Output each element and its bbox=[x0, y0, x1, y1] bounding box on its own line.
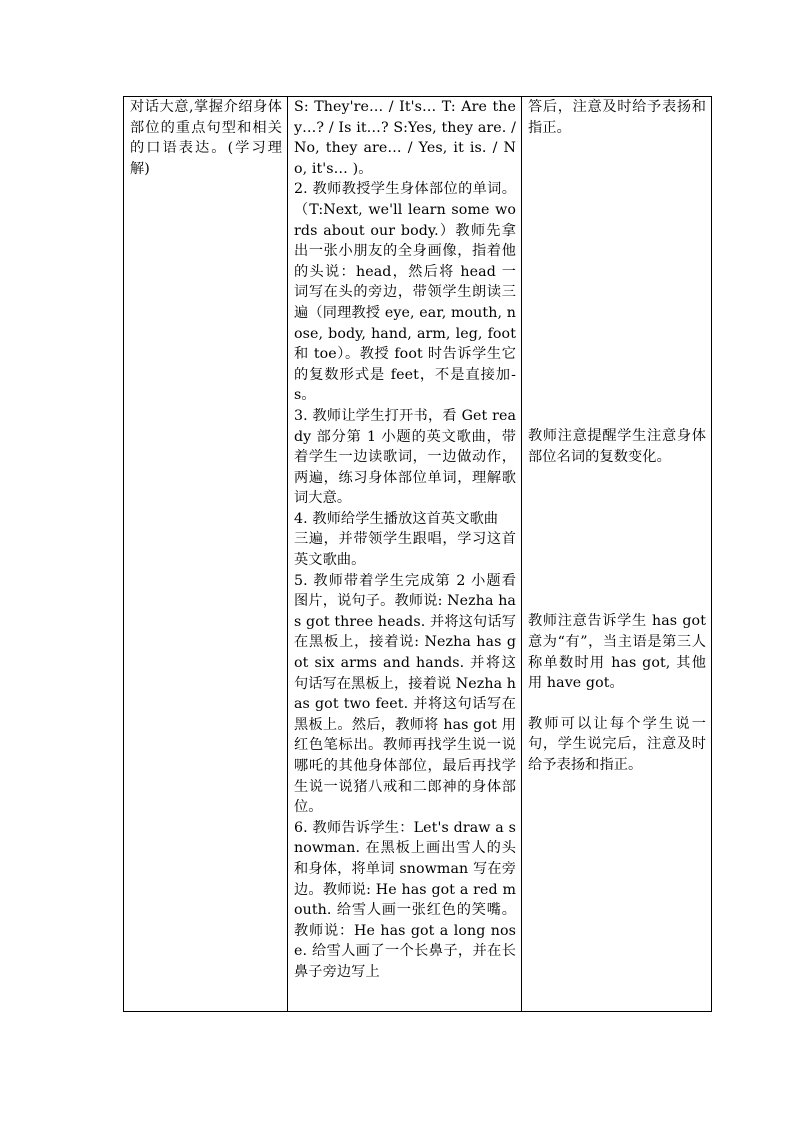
note-text: 教师注意提醒学生注意身体部位名词的复数变化。 bbox=[528, 428, 706, 465]
spacer bbox=[528, 138, 706, 426]
note-text: 教师注意告诉学生 has got 意为“有”，当主语是第三人称单数时用 has got, 其他用 have got。 bbox=[528, 613, 706, 692]
notes-cell bbox=[522, 97, 712, 1012]
table-row bbox=[124, 97, 712, 1012]
objective-text: 对话大意,掌握介绍身体部位的重点句型和相关的口语表达。(学习理解) bbox=[130, 99, 282, 177]
activity-cell bbox=[288, 97, 522, 1012]
activity-paragraph: S: They're… / It's… T: Are they…? / Is it…? S:Yes, they are. / No, they are… / Yes, it is. / No, it's… )。 bbox=[294, 99, 516, 177]
activity-paragraph: 三遍，并带领学生跟唱，学习这首英文歌曲。 bbox=[294, 531, 516, 569]
activity-paragraph: 5. 教师带着学生完成第 2 小题看图片，说句子。教师说: Nezha has got three heads. 并将这句话写在黑板上，接着说: Nezha has got six arms and hands. 并将这句话写在黑板上，接着说 Nezha has got two feet. 并将这句话写在黑板上。然后，教师将 has got 用红色笔标出。教师再找学生说一说哪吒的其他身体部位，最后再找学生说一说猪八戒和二郎神的身体部位。 bbox=[294, 572, 517, 816]
spacer bbox=[528, 694, 706, 714]
activity-paragraph: 4. 教师给学生播放这首英文歌曲 bbox=[294, 510, 499, 527]
activity-paragraph: 3. 教师让学生打开书，看 Get ready 部分第 1 小题的英文歌曲，带着学生一边读歌词，一边做动作，两遍，练习身体部位单词，理解歌词大意。 bbox=[294, 407, 516, 507]
spacer bbox=[528, 467, 706, 611]
objective-cell bbox=[124, 97, 288, 1012]
activity-paragraph: 6. 教师告诉学生：Let's draw a snowman. 在黑板上画出雪人的头和身体，将单词 snowman 写在旁边。教师说: He has got a red mouth. 给雪人画一张红色的笑嘴。教师说：He has got a long nose. 给雪人画了一个长鼻子，并在长鼻子旁边写上 bbox=[294, 819, 516, 980]
note-text: 教师可以让每个学生说一句，学生说完后，注意及时给予表扬和指正。 bbox=[528, 715, 706, 773]
activity-paragraph: 2. 教师教授学生身体部位的单词。（T:Next, we'll learn some words about our body.）教师先拿出一张小朋友的全身画像，指着他的头说：head，然后将 head 一词写在头的旁边，带领学生朗读三遍（同理教授 eye, ear, mouth, nose, body, hand, arm, leg, foot 和 toe）。教授 foot 时告诉学生它的复数形式是 feet，不是直接加-s。 bbox=[294, 181, 516, 404]
note-text: 答后，注意及时给予表扬和指正。 bbox=[528, 99, 706, 136]
lesson-plan-table bbox=[123, 96, 712, 1012]
